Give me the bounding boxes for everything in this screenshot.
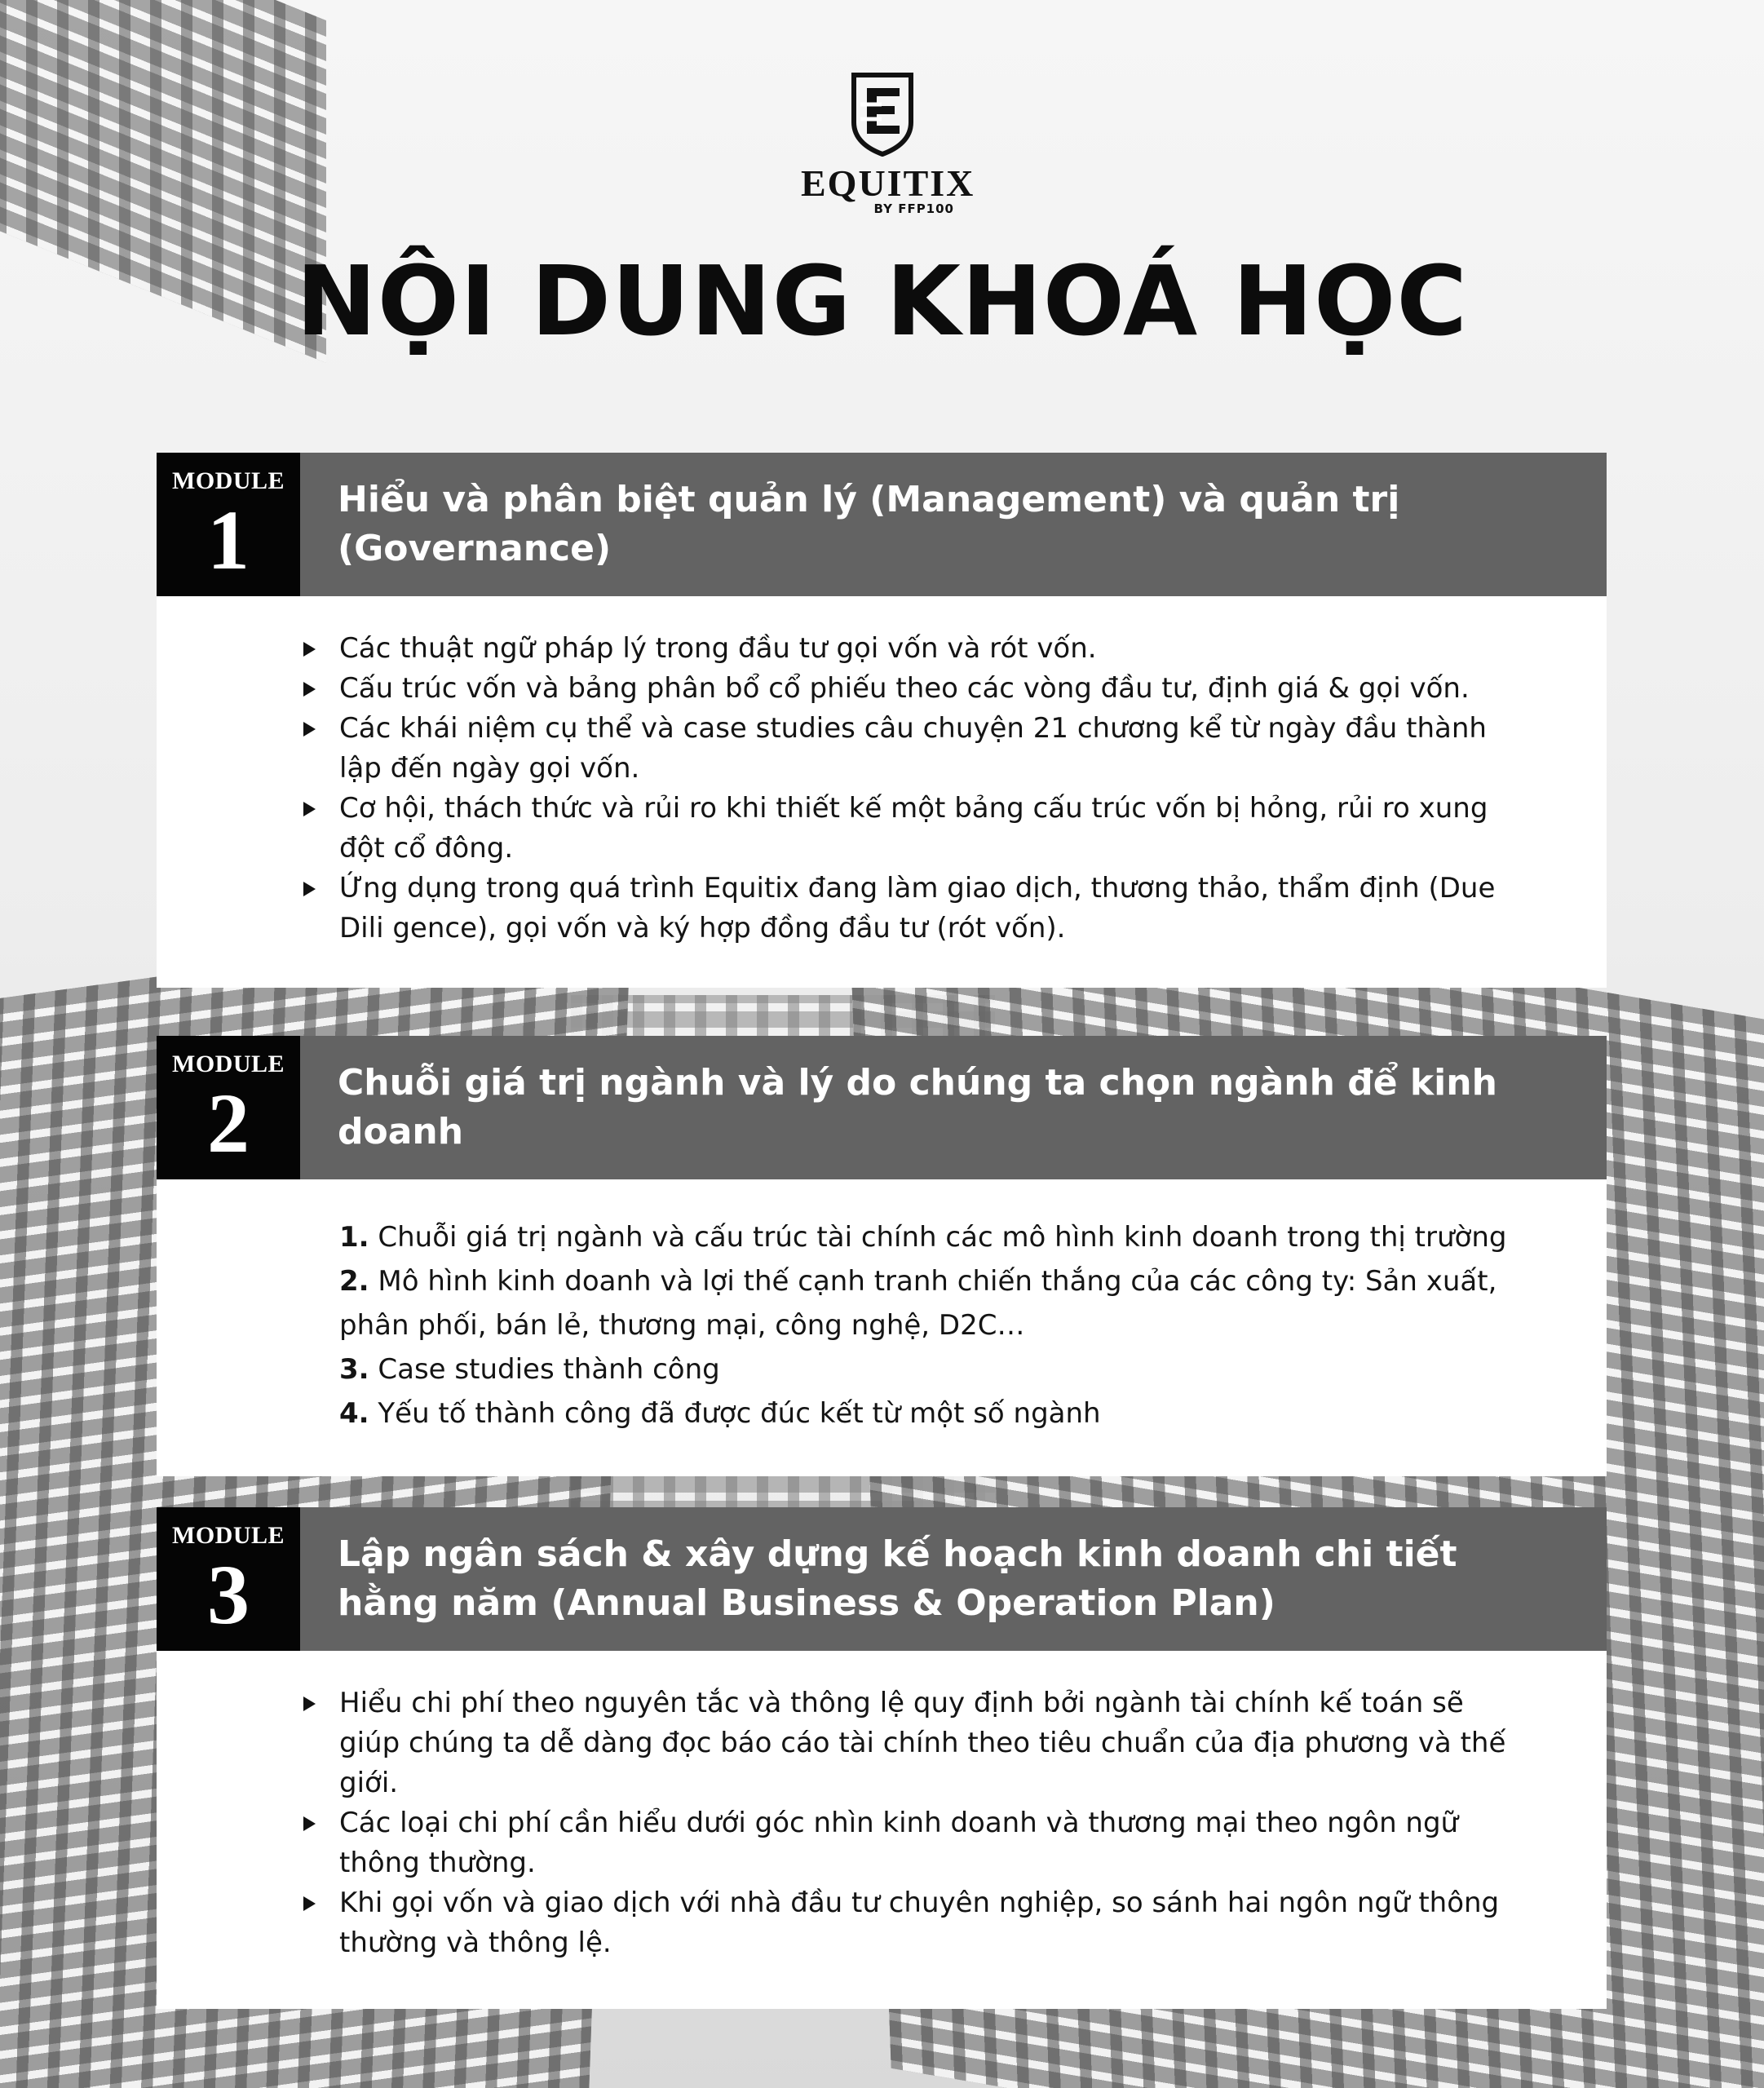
list-item: Hiểu chi phí theo nguyên tắc và thông lệ quy định bởi ngành tài chính kế toán sẽ giúp chúng ta dễ dàng đọc báo cáo tài chính theo tiêu chuẩn của địa phương và thế giới.	[302, 1683, 1509, 1803]
list-item: Cơ hội, thách thức và rủi ro khi thiết kế một bảng cấu trúc vốn bị hỏng, rủi ro xung đột cổ đông.	[302, 789, 1509, 869]
module-header	[157, 453, 1607, 596]
triangle-bullet-icon	[303, 682, 316, 697]
triangle-bullet-icon	[303, 1816, 316, 1831]
module-label: MODULE	[172, 467, 285, 494]
module-title: Hiểu và phân biệt quản lý (Management) và quản trị (Governance)	[338, 479, 1400, 569]
module-title: Lập ngân sách & xây dựng kế hoạch kinh doanh chi tiết hằng năm (Annual Business & Operation Plan)	[338, 1533, 1457, 1624]
module-label: MODULE	[172, 1522, 285, 1549]
module-number: 3	[207, 1548, 250, 1642]
module-badge	[157, 1507, 300, 1651]
triangle-bullet-icon	[303, 1896, 316, 1911]
bullet-list	[302, 629, 1509, 949]
module-header	[157, 1036, 1607, 1179]
list-item: Ứng dụng trong quá trình Equitix đang làm giao dịch, thương thảo, thẩm định (Due Dili gence), gọi vốn và ký hợp đồng đầu tư (rót vốn).	[302, 869, 1509, 949]
page-title: NỘI DUNG KHOÁ HỌC	[296, 245, 1468, 357]
module-body	[157, 1179, 1607, 1476]
triangle-bullet-icon	[303, 802, 316, 816]
module-body	[157, 1651, 1607, 2009]
list-item: 4. Yếu tố thành công đã được đúc kết từ một số ngành	[339, 1397, 1101, 1430]
module-badge	[157, 453, 300, 596]
module-title: Chuỗi giá trị ngành và lý do chúng ta chọn ngành để kinh doanh	[338, 1062, 1497, 1152]
module-3	[157, 1507, 1607, 2009]
logo-sub: BY FFP100	[873, 201, 954, 216]
module-body	[157, 596, 1607, 988]
module-2	[157, 1036, 1607, 1476]
list-item: 1. Chuỗi giá trị ngành và cấu trúc tài chính các mô hình kinh doanh trong thị trường	[339, 1221, 1507, 1254]
module-1	[157, 453, 1607, 988]
equitix-logo	[801, 72, 975, 216]
module-label: MODULE	[172, 1051, 285, 1077]
triangle-bullet-icon	[303, 1696, 316, 1711]
list-item: Các loại chi phí cần hiểu dưới góc nhìn kinh doanh và thương mại theo ngôn ngữ thông thường.	[302, 1803, 1509, 1883]
logo-name: EQUITIX	[801, 162, 975, 204]
list-item: Các thuật ngữ pháp lý trong đầu tư gọi vốn và rót vốn.	[302, 629, 1509, 669]
triangle-bullet-icon	[303, 642, 316, 657]
triangle-bullet-icon	[303, 722, 316, 737]
list-item: Các khái niệm cụ thể và case studies câu chuyện 21 chương kể từ ngày đầu thành lập đến ngày gọi vốn.	[302, 709, 1509, 789]
module-badge	[157, 1036, 300, 1179]
shield-logo-icon	[849, 72, 916, 157]
list-item: Khi gọi vốn và giao dịch với nhà đầu tư chuyên nghiệp, so sánh hai ngôn ngữ thông thường và thông lệ.	[302, 1883, 1509, 1963]
module-number: 2	[207, 1077, 250, 1170]
module-header	[157, 1507, 1607, 1651]
triangle-bullet-icon	[303, 882, 316, 896]
module-number: 1	[207, 493, 250, 587]
list-item: 3. Case studies thành công	[339, 1353, 720, 1386]
bullet-list	[302, 1683, 1509, 1963]
numbered-list	[302, 1215, 1509, 1436]
list-item: 2. Mô hình kinh doanh và lợi thế cạnh tranh chiến thắng của các công ty: Sản xuất, phân phối, bán lẻ, thương mại, công nghệ, D2C…	[339, 1265, 1497, 1342]
list-item: Cấu trúc vốn và bảng phân bổ cổ phiếu theo các vòng đầu tư, định giá & gọi vốn.	[302, 669, 1509, 709]
